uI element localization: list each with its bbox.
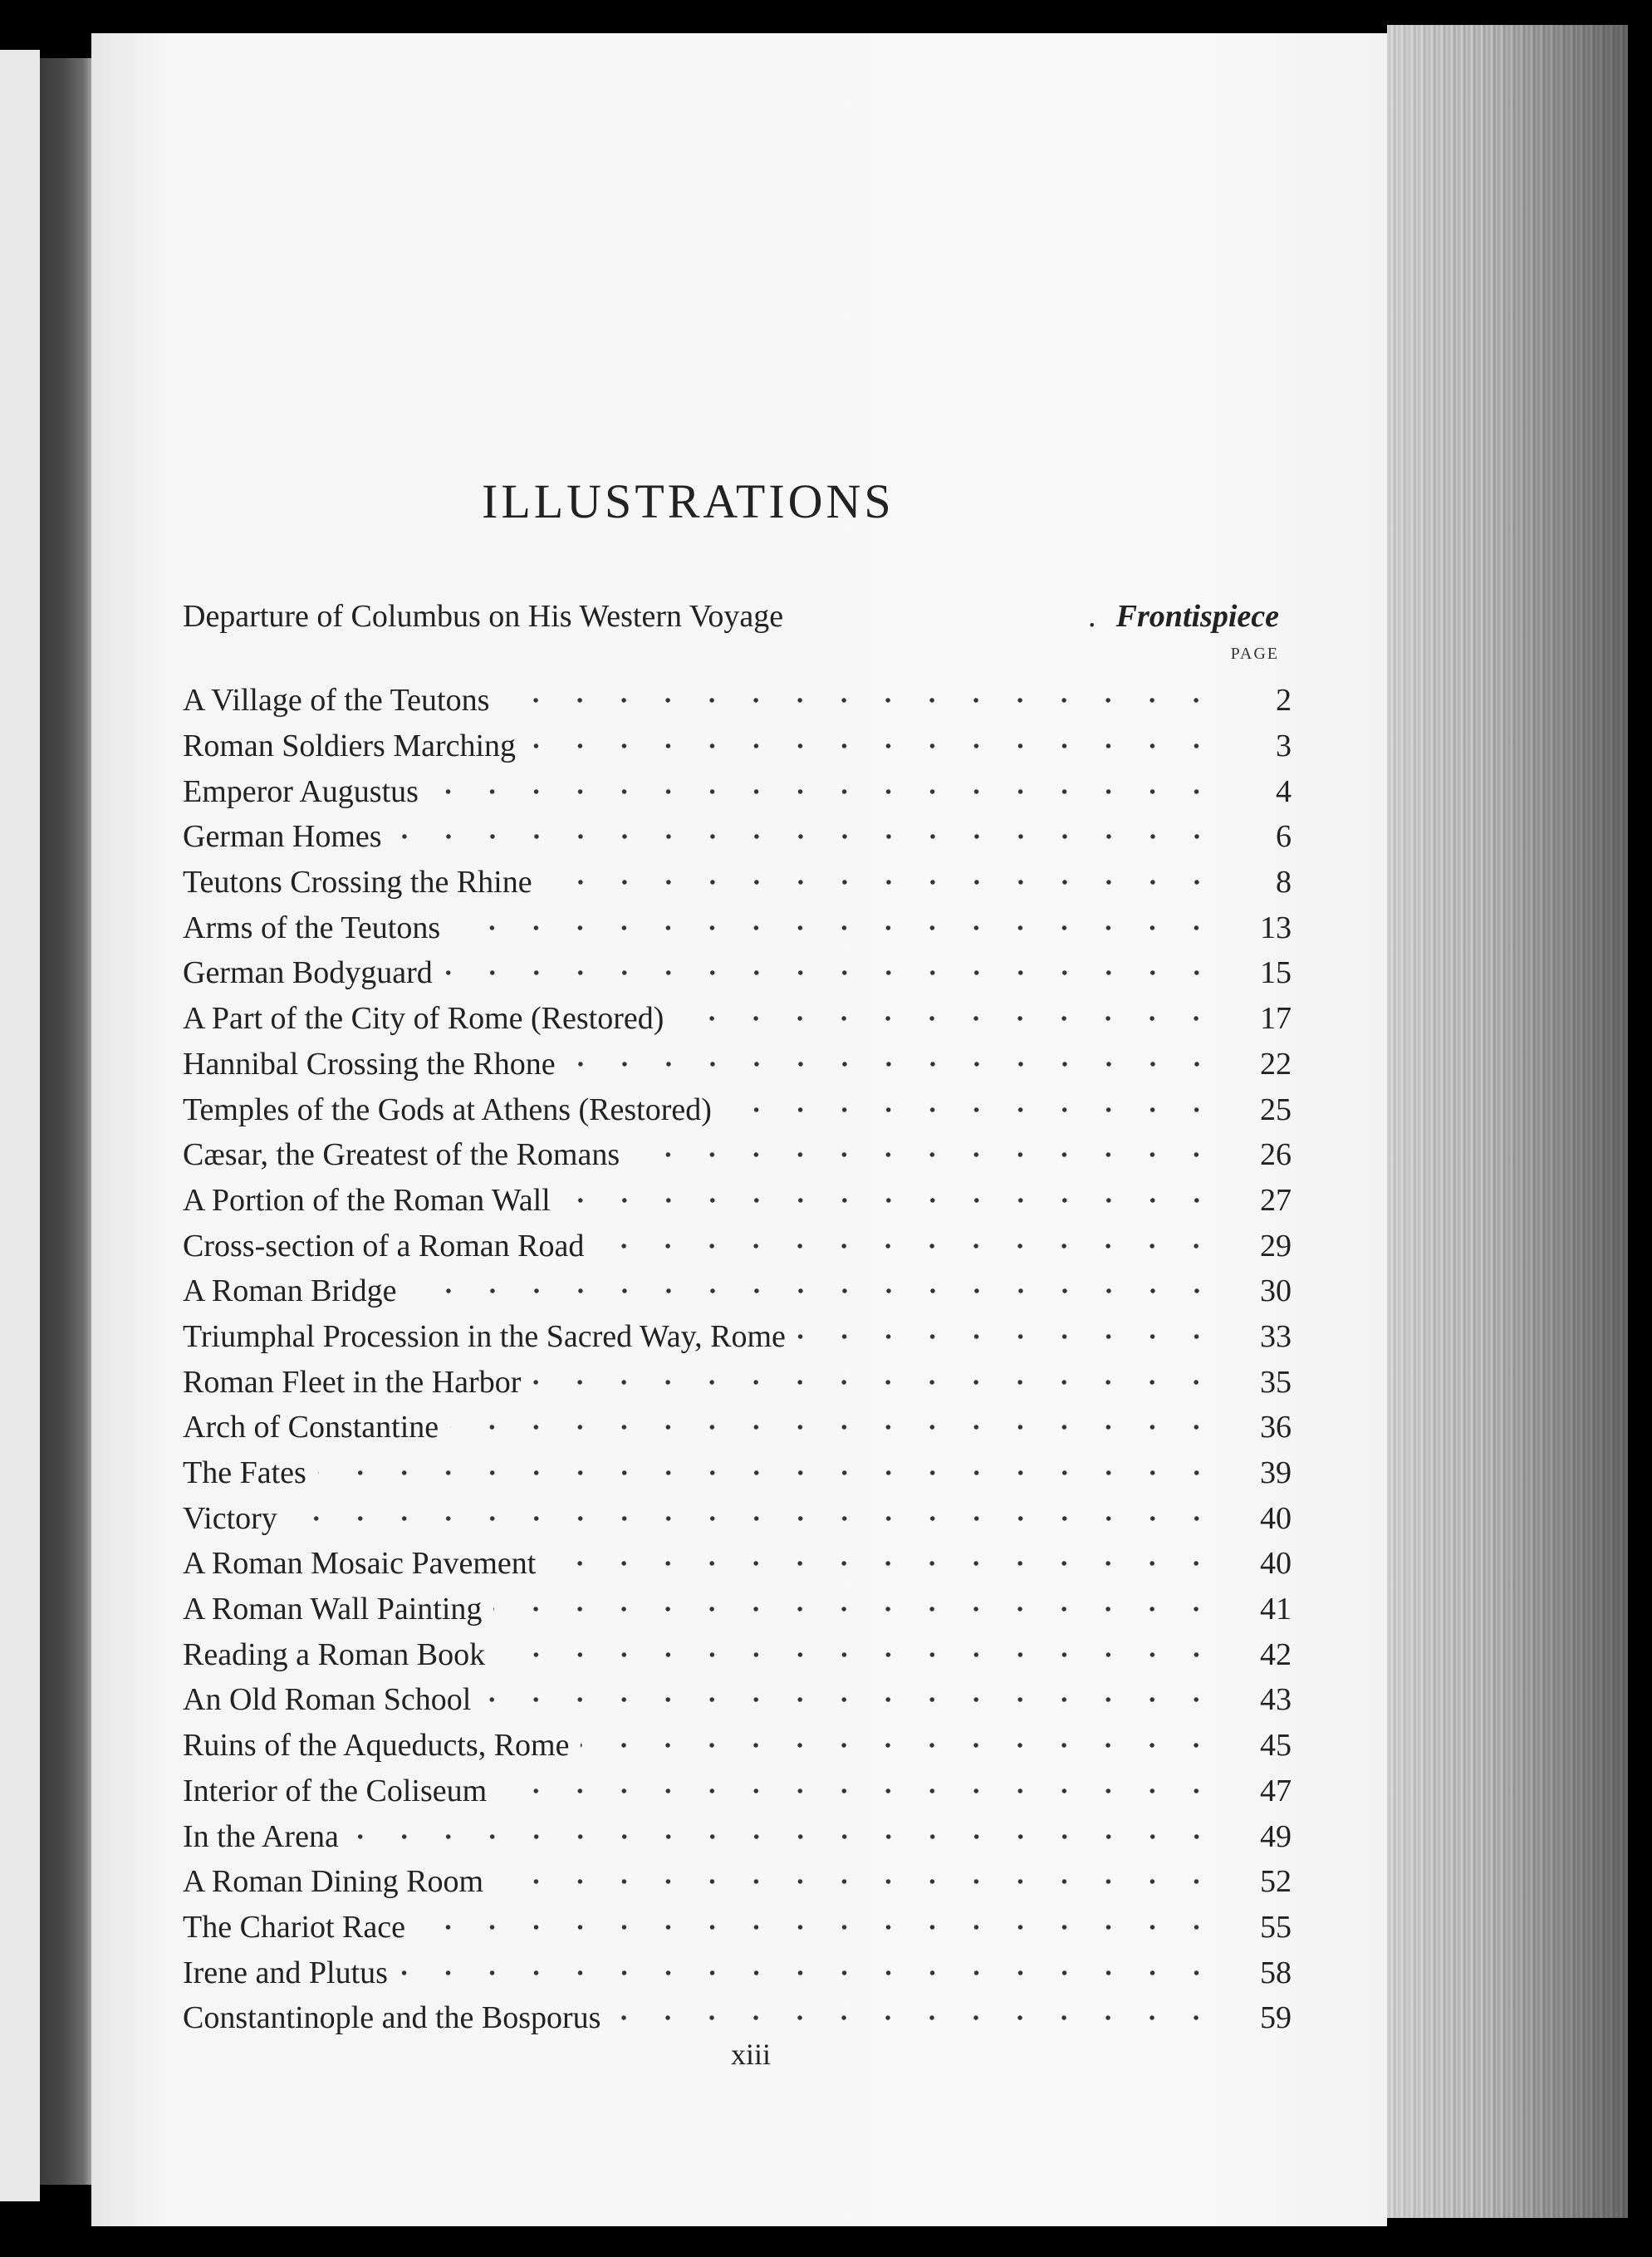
dot-leader xyxy=(596,1241,1218,1251)
illustration-page-number: 36 xyxy=(1260,1410,1292,1445)
illustration-title: Constantinople and the Bosporus xyxy=(183,2000,601,2036)
dot-leader xyxy=(567,1059,1218,1069)
dot-leader xyxy=(501,695,1218,705)
illustration-page-number: 25 xyxy=(1260,1092,1292,1127)
dot-leader xyxy=(452,923,1218,933)
illustration-title: Irene and Plutus xyxy=(183,1955,388,1990)
illustration-title: Reading a Roman Book xyxy=(183,1636,486,1672)
illustration-page-number: 30 xyxy=(1260,1273,1292,1309)
dot-leader xyxy=(532,1377,1218,1387)
dot-leader xyxy=(444,968,1218,978)
page-column-label: PAGE xyxy=(1230,645,1279,663)
list-item xyxy=(183,905,1292,950)
illustration-page-number: 40 xyxy=(1260,1546,1292,1582)
dot-leader xyxy=(409,1286,1218,1296)
facing-page-edge xyxy=(0,50,40,2201)
list-item xyxy=(183,1405,1292,1450)
dot-leader xyxy=(318,1468,1218,1478)
dot-leader xyxy=(394,832,1218,841)
illustration-page-number: 26 xyxy=(1260,1137,1292,1173)
list-item xyxy=(183,768,1292,814)
dot-leader xyxy=(417,1922,1218,1932)
dot-leader xyxy=(581,1740,1218,1750)
book-gutter-shadow xyxy=(40,58,98,2185)
dot-leader xyxy=(430,787,1218,797)
illustration-title: Emperor Augustus xyxy=(183,773,419,809)
list-item xyxy=(183,1495,1292,1541)
illustration-title: Roman Soldiers Marching xyxy=(183,729,517,764)
illustration-title: A Roman Wall Painting xyxy=(183,1592,483,1627)
illustration-page-number: 52 xyxy=(1260,1864,1292,1900)
illustration-title: Temples of the Gods at Athens (Restored) xyxy=(183,1092,712,1127)
illustration-title: Cæsar, the Greatest of the Romans xyxy=(183,1137,620,1173)
illustration-page-number: 22 xyxy=(1260,1046,1292,1082)
illustration-title: Cross-section of a Roman Road xyxy=(183,1228,585,1263)
list-item xyxy=(183,1587,1292,1632)
illustration-page-number: 29 xyxy=(1260,1228,1292,1263)
dot-leader xyxy=(497,1650,1218,1660)
list-item xyxy=(183,814,1292,860)
dot-leader xyxy=(350,1832,1218,1842)
illustration-page-number: 58 xyxy=(1260,1955,1292,1990)
list-item xyxy=(183,1450,1292,1496)
list-item xyxy=(183,1995,1292,2041)
list-item xyxy=(183,1359,1292,1405)
dot-leader xyxy=(562,1195,1218,1205)
illustration-title: A Portion of the Roman Wall xyxy=(183,1182,551,1218)
illustration-page-number: 42 xyxy=(1260,1636,1292,1672)
illustration-title: The Chariot Race xyxy=(183,1909,406,1945)
illustration-title: Teutons Crossing the Rhine xyxy=(183,865,532,900)
illustration-page-number: 2 xyxy=(1276,683,1292,719)
dot-leader xyxy=(527,741,1218,751)
list-item xyxy=(183,678,1292,724)
frontispiece-entry xyxy=(183,598,1279,648)
illustration-title: An Old Roman School xyxy=(183,1682,472,1718)
dot-leader xyxy=(483,1695,1218,1705)
illustration-page-number: 27 xyxy=(1260,1182,1292,1218)
list-item xyxy=(183,950,1292,996)
illustration-title: German Bodyguard xyxy=(183,955,433,991)
page-number: xiii xyxy=(731,2038,772,2071)
book-page xyxy=(91,33,1387,2226)
dot-leader xyxy=(675,1013,1218,1023)
dot-leader xyxy=(723,1105,1218,1115)
illustration-page-number: 40 xyxy=(1260,1500,1292,1536)
illustration-page-number: 49 xyxy=(1260,1818,1292,1854)
illustration-page-number: 35 xyxy=(1260,1364,1292,1400)
dot-leader xyxy=(631,1150,1218,1160)
list-item xyxy=(183,1950,1292,1995)
illustrations-list xyxy=(183,678,1292,2041)
illustration-title: Triumphal Procession in the Sacred Way, Rome xyxy=(183,1318,786,1354)
illustration-page-number: 15 xyxy=(1260,955,1292,991)
list-item xyxy=(183,1314,1292,1360)
illustration-page-number: 8 xyxy=(1276,865,1292,900)
list-item xyxy=(183,1631,1292,1677)
list-item xyxy=(183,1223,1292,1268)
list-item xyxy=(183,1268,1292,1314)
illustration-title: Roman Fleet in the Harbor xyxy=(183,1364,522,1400)
dot-leader xyxy=(547,1558,1218,1568)
illustration-page-number: 33 xyxy=(1260,1318,1292,1354)
illustration-title: A Part of the City of Rome (Restored) xyxy=(183,1001,664,1037)
illustration-title: German Homes xyxy=(183,819,382,855)
list-item xyxy=(183,724,1292,769)
illustration-title: Arch of Constantine xyxy=(183,1410,439,1445)
list-item xyxy=(183,1905,1292,1950)
list-item xyxy=(183,1677,1292,1723)
illustration-title: A Roman Dining Room xyxy=(183,1864,484,1900)
list-item xyxy=(183,1769,1292,1814)
illustration-page-number: 47 xyxy=(1260,1773,1292,1808)
illustration-title: A Village of the Teutons xyxy=(183,683,490,719)
illustration-title: A Roman Mosaic Pavement xyxy=(183,1546,537,1582)
dot-leader xyxy=(498,1786,1218,1796)
illustration-page-number: 3 xyxy=(1276,729,1292,764)
illustration-title: A Roman Bridge xyxy=(183,1273,397,1309)
fore-edge-shading xyxy=(1387,25,1628,2218)
list-item xyxy=(183,1541,1292,1587)
dot-leader xyxy=(612,2013,1218,2023)
dot-leader xyxy=(400,1968,1218,1978)
illustration-page-number: 55 xyxy=(1260,1909,1292,1945)
list-item xyxy=(183,1813,1292,1859)
dot-leader xyxy=(544,877,1218,887)
dot-leader xyxy=(493,1604,1218,1614)
dot-leader xyxy=(450,1422,1218,1432)
illustration-page-number: 13 xyxy=(1260,910,1292,945)
illustration-title: Ruins of the Aqueducts, Rome xyxy=(183,1728,570,1764)
page-title: ILLUSTRATIONS xyxy=(482,474,895,528)
illustration-title: The Fates xyxy=(183,1455,306,1491)
list-item xyxy=(183,860,1292,905)
illustration-page-number: 4 xyxy=(1276,773,1292,809)
illustration-page-number: 6 xyxy=(1276,819,1292,855)
illustration-title: Victory xyxy=(183,1500,277,1536)
dot-leader xyxy=(797,1332,1218,1342)
dot-leader xyxy=(495,1877,1218,1887)
list-item xyxy=(183,1723,1292,1769)
illustration-page-number: 45 xyxy=(1260,1728,1292,1764)
list-item xyxy=(183,1132,1292,1178)
illustration-page-number: 43 xyxy=(1260,1682,1292,1718)
illustration-title: Interior of the Coliseum xyxy=(183,1773,488,1808)
frontispiece-label: Frontispiece xyxy=(1115,599,1279,634)
illustration-title: In the Arena xyxy=(183,1818,339,1854)
illustration-page-number: 59 xyxy=(1260,2000,1292,2036)
illustration-page-number: 41 xyxy=(1260,1592,1292,1627)
dot-leader xyxy=(289,1514,1218,1523)
frontispiece-title: Departure of Columbus on His Western Voyage xyxy=(183,599,784,634)
list-item xyxy=(183,1178,1292,1224)
list-item xyxy=(183,1087,1292,1132)
frontispiece-separator: . xyxy=(1088,599,1096,634)
illustration-page-number: 17 xyxy=(1260,1001,1292,1037)
list-item xyxy=(183,1042,1292,1087)
illustration-title: Hannibal Crossing the Rhone xyxy=(183,1046,556,1082)
list-item xyxy=(183,1859,1292,1905)
illustration-page-number: 39 xyxy=(1260,1455,1292,1491)
illustration-title: Arms of the Teutons xyxy=(183,910,441,945)
list-item xyxy=(183,996,1292,1042)
